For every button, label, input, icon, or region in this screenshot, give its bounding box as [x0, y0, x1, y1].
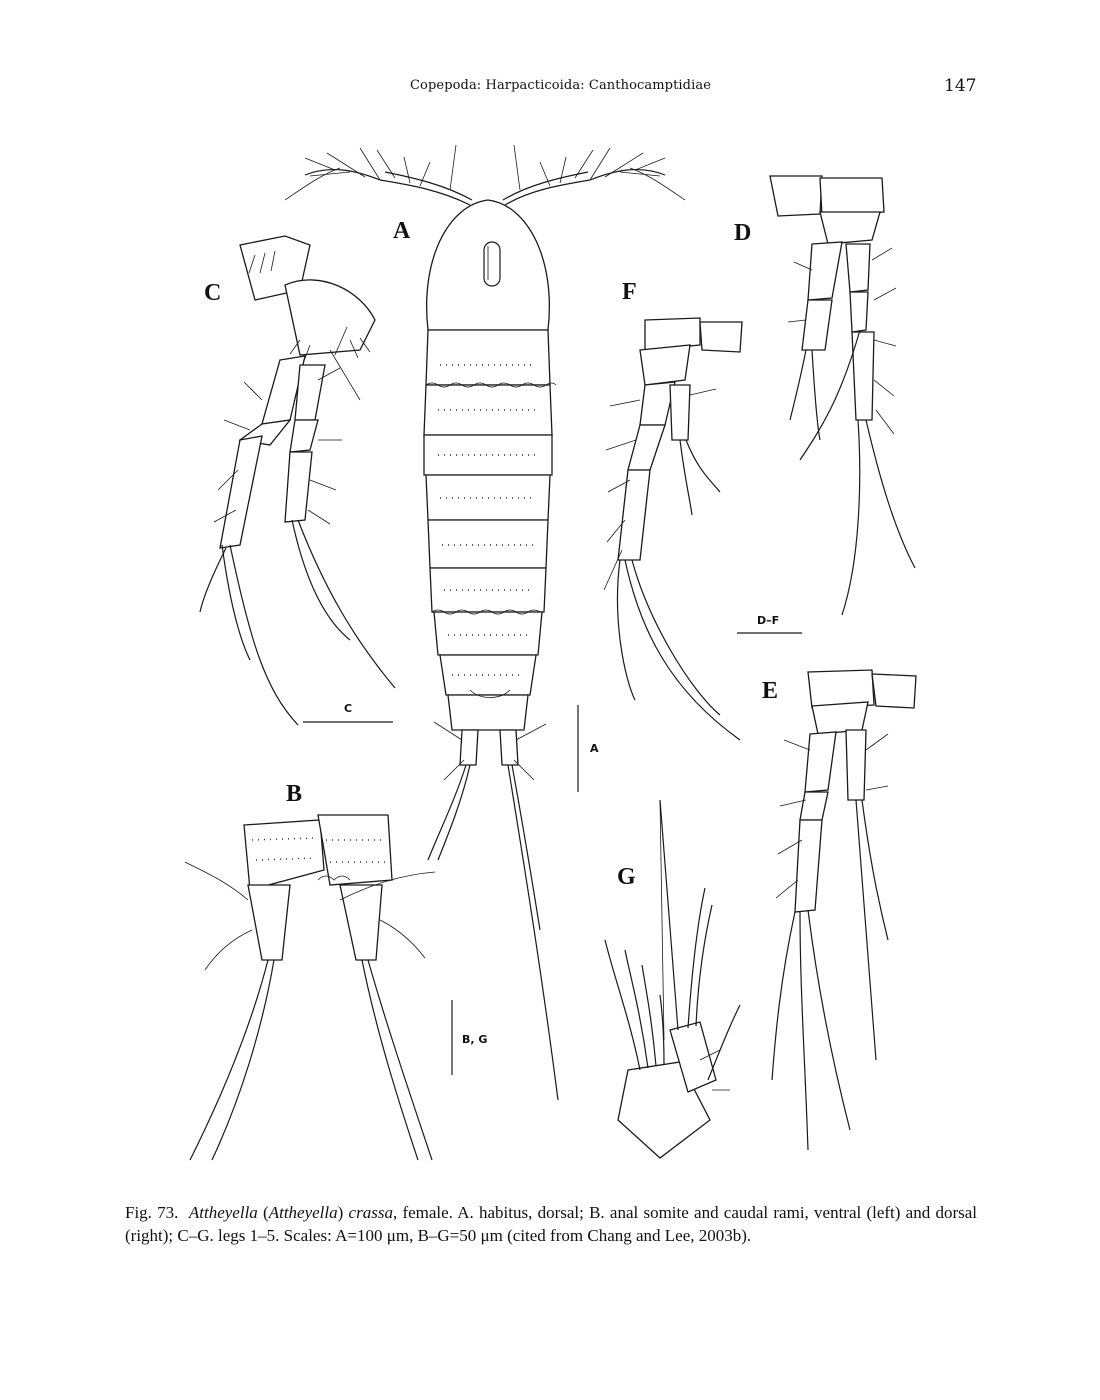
- caption-fig-no: Fig. 73.: [125, 1203, 179, 1222]
- panel-d-leg-icon: [770, 176, 915, 615]
- caption-rest: , female. A. habitus, dorsal; B. anal somite and caudal rami, ventral (left) and dorsal (right); C–G. legs 1–5. Scales: A=100 μm, B–G=50 μm (cited from Chang and Lee, 2003b).: [125, 1203, 977, 1245]
- scale-label-c: C: [344, 702, 353, 715]
- panel-label-a: A: [393, 218, 411, 244]
- panel-b-caudal-rami-icon: [185, 815, 435, 1160]
- figure-caption: Fig. 73. Attheyella (Attheyella) crassa, female. A. habitus, dorsal; B. anal somite and caudal rami, ventral (left) and dorsal (right); C–G. legs 1–5. Scales: A=100 μm, B–G=50 μm (cited from Chang and Lee, 2003b).: [125, 1203, 977, 1245]
- running-head: Copepoda: Harpacticoida: Canthocamptidiae: [410, 78, 711, 93]
- panel-f-leg-icon: [604, 318, 742, 740]
- caption-species: crassa: [348, 1203, 393, 1222]
- panel-label-b: B: [286, 781, 303, 807]
- scale-label-d-f: D–F: [757, 614, 780, 627]
- panel-e-leg-icon: [772, 670, 916, 1150]
- panel-label-e: E: [762, 678, 779, 704]
- page-number: 147: [944, 76, 977, 96]
- caption-genus: Attheyella: [188, 1203, 258, 1222]
- panel-label-d: D: [734, 220, 752, 246]
- scale-label-a: A: [590, 742, 599, 755]
- caption-subgenus: Attheyella: [268, 1203, 338, 1222]
- panel-g-leg5-icon: [605, 800, 740, 1158]
- panel-label-c: C: [204, 280, 222, 306]
- scale-label-b-g: B, G: [462, 1033, 488, 1046]
- panel-label-g: G: [617, 864, 636, 890]
- panel-label-f: F: [622, 279, 637, 305]
- panel-c-leg-icon: [200, 236, 395, 725]
